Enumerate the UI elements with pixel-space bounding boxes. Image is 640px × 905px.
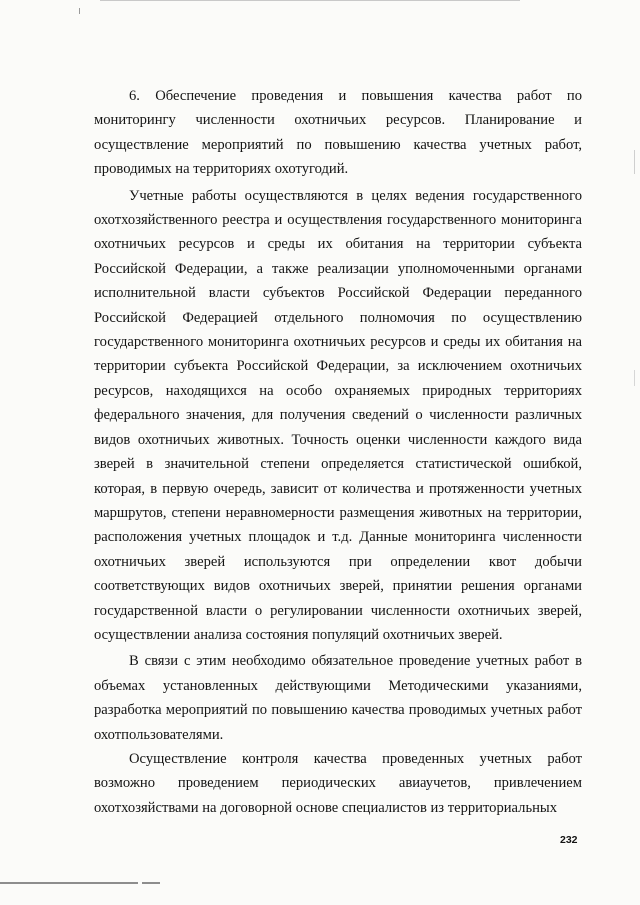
scan-mark: [634, 150, 635, 174]
scan-edge-top: [100, 0, 520, 1]
paragraph-mandatory-accounting: В связи с этим необходимо обязательное проведение учетных работ в объемах установленных действующими Методическими указаниями, разработка мероприятий по повышению качества проводимых учетных работ охотпользователями.: [94, 653, 582, 743]
scan-edge-bottom: [142, 882, 160, 884]
scan-mark: [79, 8, 80, 14]
paragraph-quality-control: Осуществление контроля качества проведенных учетных работ возможно проведением периодических авиаучетов, привлечением охотхозяйствами на договорной основе специалистов из территориальных: [94, 750, 582, 816]
scan-mark: [634, 370, 635, 386]
document-body: [94, 84, 582, 820]
paragraph-accounting-purpose: Учетные работы осуществляются в целях ведения государственного охотхозяйственного реестра и осуществления государственного мониторинга охотничьих ресурсов и среды их обитания на территории субъекта Российской Федерации, а также реализации уполномоченными органами исполнительной власти субъектов Российской Федерации переданного Российской Федерацией отдельного полномочия по осуществлению государственного мониторинга охотничьих ресурсов и среды их обитания на территории субъекта Российской Федерации, за исключением охотничьих ресурсов, находящихся на особо охраняемых природных территориях федерального значения, для получения сведений о численности различных видов охотничьих животных. Точность оценки численности каждого вида зверей в значительной степени определяется статистической ошибкой, которая, в первую очередь, зависит от количества и протяженности учетных маршрутов, степени неравномерности размещения животных на территории, расположения учетных площадок и т.д. Данные мониторинга численности охотничьих зверей используются при определении квот добычи соответствующих видов охотничьих зверей, принятии решения органами государственной власти о регулировании численности охотничьих зверей, осуществлении анализа состояния популяций охотничьих зверей.: [94, 187, 582, 643]
page-number: 232: [560, 834, 578, 846]
scan-edge-bottom: [0, 882, 138, 884]
paragraph-section-6: 6. Обеспечение проведения и повышения качества работ по мониторингу численности охотничьих ресурсов. Планирование и осуществление мероприятий по повышению качества учетных работ, проводимых на территориях охотугодий.: [94, 88, 582, 178]
